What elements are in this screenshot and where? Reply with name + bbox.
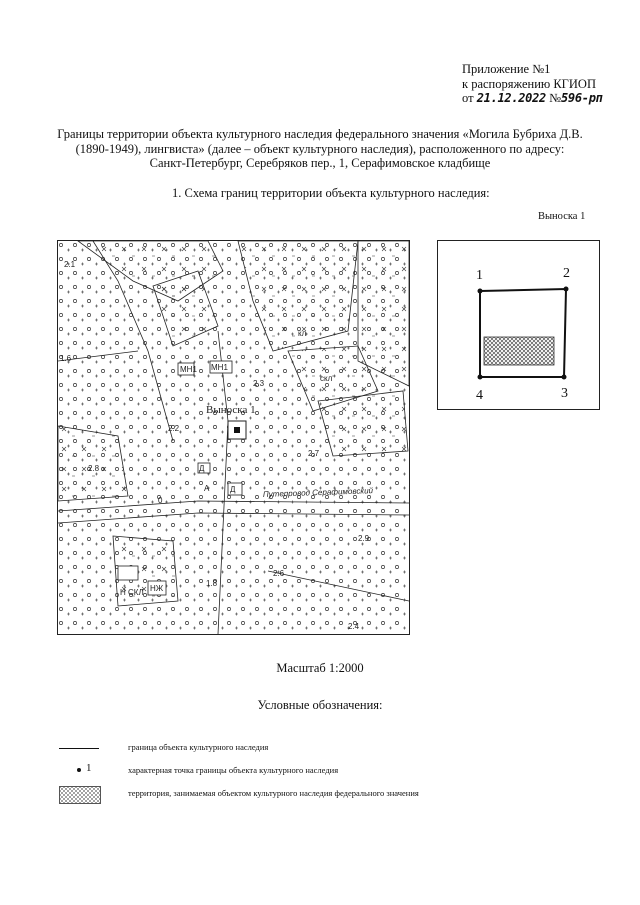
heritage-territory (484, 337, 554, 365)
map-label: 2.2 (168, 424, 180, 433)
legend-item-point: характерная точка границы объекта культурного наследия (128, 765, 339, 775)
point-label-4: 4 (476, 388, 483, 403)
map-label: МН1 (180, 365, 197, 374)
map-callout (228, 421, 246, 439)
boundary-point (478, 375, 483, 380)
map-label: 1.6 (60, 354, 72, 363)
legend-point-icon (77, 768, 81, 772)
map-label: скл (320, 374, 333, 383)
legend-item-territory: территория, занимаемая объектом культурного наследия федерального значения (128, 788, 419, 798)
inset-callout (437, 240, 600, 410)
point-label-3: 3 (561, 386, 568, 401)
boundary-point (564, 287, 569, 292)
map-label: 2.6 (273, 569, 285, 578)
map-label: 2.3 (253, 379, 265, 388)
title-line-3: Санкт-Петербург, Серебряков пер., 1, Серафимовское кладбище (149, 156, 491, 170)
legend-title: Условные обозначения: (257, 698, 383, 712)
map-label: 2.1 (64, 260, 76, 269)
map-label: 1.8 (206, 579, 218, 588)
annex-date-prefix: от (462, 91, 474, 105)
map-street-label: Путепровод Серафимовский (262, 486, 374, 499)
map-label: МН1 (211, 363, 228, 372)
map-label: 2.8 (88, 464, 100, 473)
map-label: Д (230, 485, 236, 494)
annex-header (462, 62, 603, 106)
title-line-1: Границы территории объекта культурного наследия федерального значения «Могила Бубриха Д.В. (57, 127, 583, 141)
map-label: НЖ (150, 584, 164, 593)
map-label: Н СКЛ (120, 588, 144, 597)
document-title (40, 127, 600, 171)
map-label: 2.4 (348, 622, 360, 631)
map-label: 2.9 (358, 534, 370, 543)
point-label-2: 2 (563, 266, 570, 281)
map-drawing (58, 241, 409, 634)
map-label: Д (199, 464, 205, 473)
map-label: 0 (158, 496, 163, 505)
map-callout-label: Выноска 1 (206, 404, 256, 416)
cadastral-map (57, 240, 410, 635)
section-heading: 1. Схема границ территории объекта культурного наследия: (172, 186, 490, 200)
boundary-point (478, 289, 483, 294)
annex-line-1: Приложение №1 (462, 62, 551, 76)
inset-title: Выноска 1 (538, 211, 586, 222)
boundary-point (562, 375, 567, 380)
inset-drawing (438, 241, 599, 409)
legend-boundary-line-icon (59, 748, 99, 749)
annex-number: 596-рп (561, 91, 603, 105)
map-label: кл (298, 329, 307, 338)
map-label: А (204, 484, 210, 493)
annex-line-2: к распоряжению КГИОП (462, 76, 596, 91)
map-label: 2.7 (308, 449, 320, 458)
scale-text: Масштаб 1:2000 (276, 661, 364, 675)
point-label-1: 1 (476, 268, 483, 283)
legend-point-number: 1 (86, 762, 92, 774)
legend-territory-hatch-icon (59, 786, 101, 804)
legend-item-boundary: граница объекта культурного наследия (128, 742, 269, 752)
title-line-2: (1890-1949), лингвиста» (далее – объект культурного наследия), расположенного по адресу: (75, 141, 565, 156)
annex-date-line (462, 91, 603, 106)
annex-date: 21.12.2022 (476, 91, 546, 105)
annex-number-prefix: № (549, 91, 561, 105)
